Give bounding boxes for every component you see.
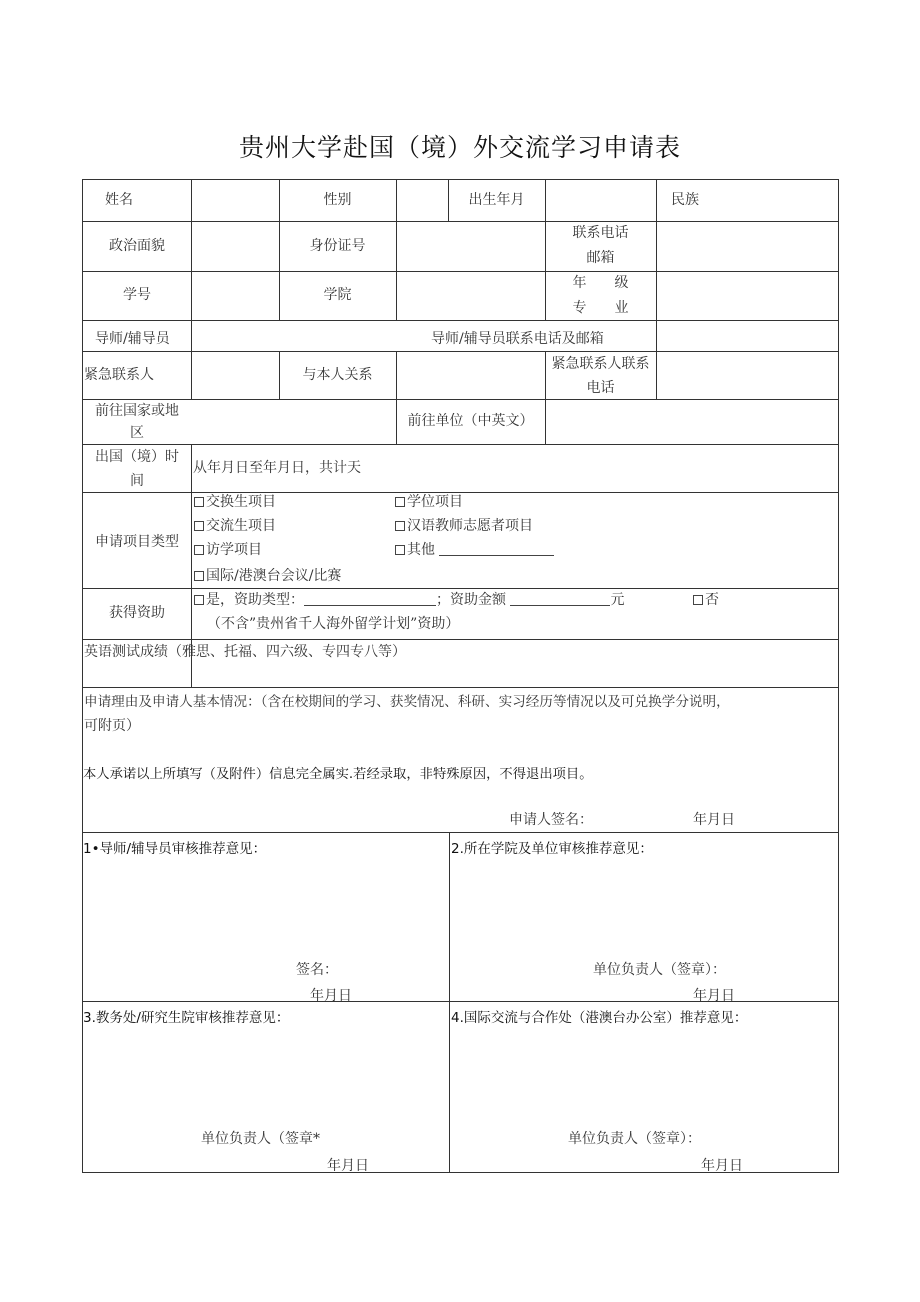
label-destination-unit: 前往单位（中英文）: [407, 413, 534, 429]
review-academic-title: 3.教务处/研究生院审核推荐意见：: [83, 1010, 290, 1026]
applicant-signature: 申请人签名：: [509, 812, 593, 828]
checkbox[interactable]: [395, 521, 405, 531]
travel-time-value: 从年月日至年月日，共计天: [193, 460, 361, 476]
review-advisor-title: 1•导师/辅导员审核推荐意见：: [83, 841, 267, 857]
review-international-title: 4.国际交流与合作处（港澳台办公室）推荐意见：: [451, 1010, 748, 1026]
label-email: 邮箱: [586, 250, 615, 266]
checkbox[interactable]: [395, 497, 405, 507]
other-input-line[interactable]: [439, 541, 554, 556]
label-student-id: 学号: [123, 287, 151, 303]
option-exchange[interactable]: 交换生项目: [194, 490, 276, 514]
row-divider: [83, 832, 838, 833]
row-divider: [83, 399, 838, 400]
row-divider: [83, 444, 838, 445]
col-divider: [191, 180, 192, 351]
checkbox[interactable]: [194, 521, 204, 531]
row-divider: [83, 687, 838, 688]
col-divider: [656, 180, 657, 351]
funding-note: （不含”贵州省千人海外留学计划”资助）: [207, 616, 460, 632]
col-divider: [191, 351, 192, 399]
label-birth: 出生年月: [468, 192, 525, 208]
label-grade: 年 级: [572, 275, 629, 291]
review-academic-signature: 单位负责人（签章*: [201, 1131, 320, 1147]
label-political: 政治面貌: [109, 238, 165, 254]
review-international-date: 年月日: [701, 1158, 743, 1171]
review-international-signature: 单位负责人（签章）：: [568, 1131, 701, 1147]
label-phone: 联系电话: [572, 225, 629, 241]
label-emergency-contact: 紧急联系人: [84, 367, 154, 383]
reason-instructions: 可附页）: [84, 718, 140, 734]
col-divider: [656, 351, 657, 399]
label-id-number: 身份证号: [309, 238, 366, 254]
funding-type-line[interactable]: [304, 591, 436, 606]
review-college-title: 2.所在学院及单位审核推荐意见：: [451, 841, 653, 857]
option-chinese-teacher[interactable]: 汉语教师志愿者项目: [395, 514, 533, 538]
checkbox[interactable]: [693, 595, 703, 605]
application-form: [82, 179, 839, 1173]
option-degree[interactable]: 学位项目: [395, 490, 463, 514]
form-title: 贵州大学赴国（境）外交流学习申请表: [238, 133, 681, 162]
review-advisor-date: 年月日: [310, 988, 352, 1001]
label-emergency-phone: 电话: [586, 380, 615, 396]
funding-yes[interactable]: 是，资助类型： ；资助金额 元: [194, 588, 624, 612]
option-scholar[interactable]: 访学项目: [194, 538, 262, 562]
label-destination-country: 前往国家或地: [95, 403, 179, 419]
checkbox[interactable]: [194, 595, 204, 605]
col-divider: [449, 832, 450, 1173]
applicant-date: 年月日: [693, 812, 735, 828]
label-project-type: 申请项目类型: [95, 534, 179, 550]
option-other[interactable]: 其他: [395, 538, 554, 562]
checkbox[interactable]: [395, 545, 405, 555]
label-advisor: 导师/辅导员: [95, 331, 170, 347]
row-divider: [83, 1001, 838, 1002]
funding-amount-line[interactable]: [510, 591, 610, 606]
applicant-pledge: 本人承诺以上所填写（及附件）信息完全属实.若经录取，非特殊原因，不得退出项目。: [83, 767, 593, 782]
checkbox[interactable]: [194, 497, 204, 507]
label-travel-time: 间: [130, 473, 144, 489]
label-gender: 性别: [323, 192, 352, 208]
option-visiting[interactable]: 交流生项目: [194, 514, 276, 538]
review-college-date: 年月日: [693, 988, 735, 1001]
label-major: 专 业: [572, 300, 629, 316]
row-divider: [83, 351, 838, 352]
label-english-score: 英语测试成绩（雅思、托福、四六级、专四专八等）: [84, 644, 406, 660]
label-relation: 与本人关系: [302, 367, 373, 383]
label-funding: 获得资助: [109, 605, 165, 621]
review-advisor-signature: 签名：: [296, 962, 338, 978]
row-divider: [83, 221, 838, 222]
funding-no[interactable]: 否: [693, 588, 719, 612]
label-ethnicity: 民族: [671, 192, 699, 208]
label-emergency-phone: 紧急联系人联系: [551, 356, 650, 372]
col-divider: [545, 399, 546, 444]
row-divider: [83, 320, 838, 321]
col-divider: [396, 180, 397, 320]
label-advisor-contact: 导师/辅导员联系电话及邮箱: [431, 331, 604, 347]
label-name: 姓名: [105, 192, 133, 208]
checkbox[interactable]: [194, 571, 204, 581]
label-college: 学院: [323, 287, 352, 303]
reason-instructions: 申请理由及申请人基本情况：（含在校期间的学习、获奖情况、科研、实习经历等情况以及可兑换学分说明，: [84, 694, 730, 710]
label-travel-time: 出国（境）时: [95, 449, 179, 465]
review-college-signature: 单位负责人（签章）：: [593, 962, 726, 978]
review-academic-date: 年月日: [327, 1158, 369, 1171]
row-divider: [83, 271, 838, 272]
option-conference[interactable]: 国际/港澳台会议/比赛: [194, 564, 341, 588]
label-destination-country: 区: [130, 425, 144, 441]
checkbox[interactable]: [194, 545, 204, 555]
col-divider: [396, 351, 397, 399]
